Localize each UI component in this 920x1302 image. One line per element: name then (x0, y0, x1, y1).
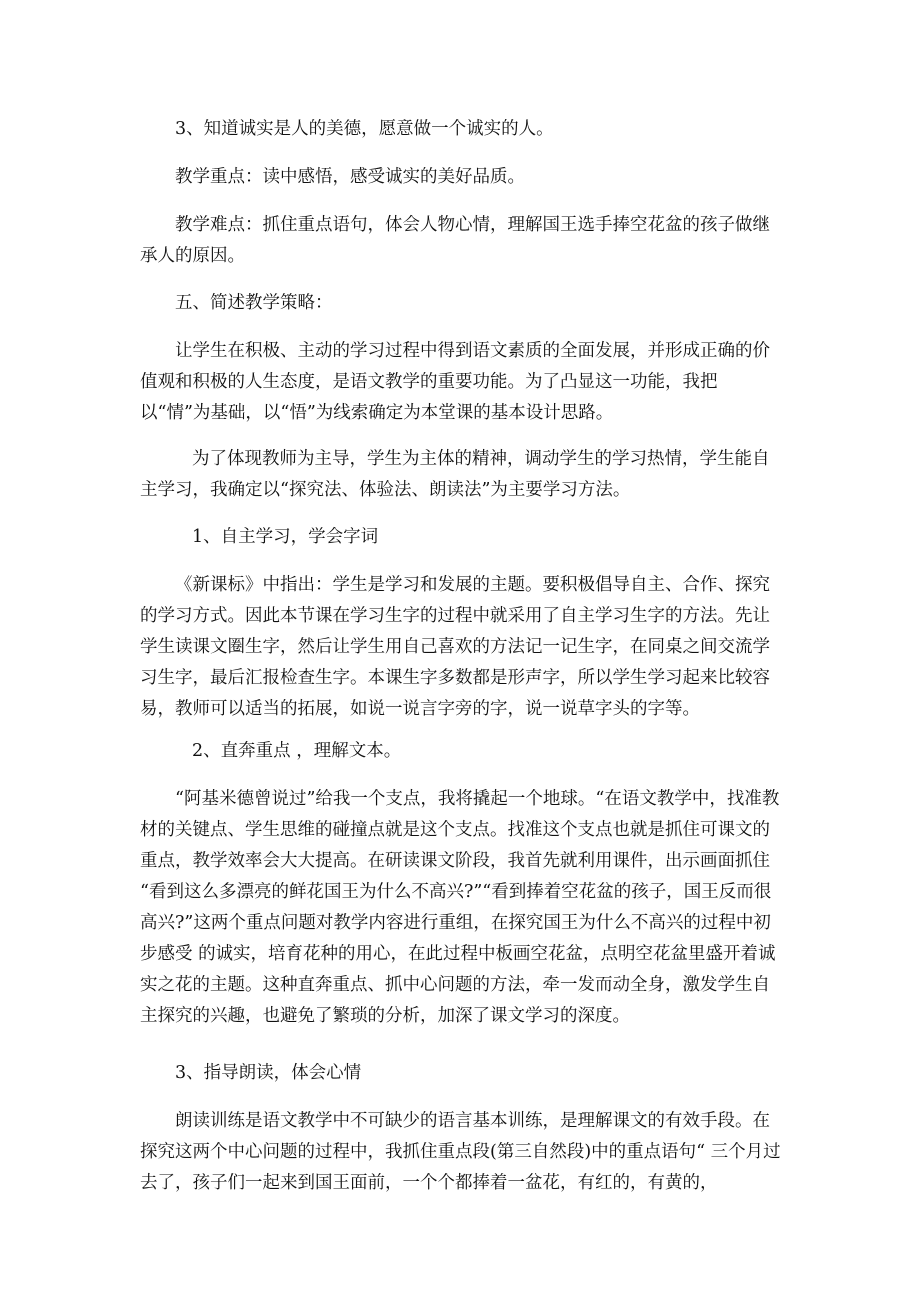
teaching-difficulty: 教学难点：抓住重点语句，体会人物心情，理解国王选手捧空花盆的孩子做继承人的原因。 (140, 215, 770, 266)
step-2-heading: 2、直奔重点 ，理解文本。 (192, 741, 402, 761)
objective-3: 3、知道诚实是人的美德，愿意做一个诚实的人。 (175, 119, 554, 139)
step-2-paragraph: “阿基米德曾说过”给我一个支点，我将撬起一个地球。“在语文教学中，找准教材的关键点、学生思维的碰撞点就是这个支点。找准这个支点也就是抓住可课文的重点，教学效率会大大提高。在研读课文阶段，我首先就利用课件，出示画面抓住 “看到这么多漂亮的鲜花国王为什么不高兴?”“看到捧着空花盆的孩子，国王反而很高兴?”这两个重点问题对教学内容进行重组，在探究国王为什么不高兴的过程中初步感受 的诚实，培育花种的用心，在此过程中板画空花盆，点明空花盆里盛开着诚实之花的主题。这种直奔重点、抓中心问题的方法，牵一发而动全身，激发学生自主探究的兴趣，也避免了繁琐的分析，加深了课文学习的深度。 (140, 789, 780, 1026)
step-3-heading: 3、指导朗读，体会心情 (175, 1063, 362, 1083)
step-3-paragraph: 朗读训练是语文教学中不可缺少的语言基本训练，是理解课文的有效手段。在探究这两个中心问题的过程中，我抓住重点段(第三自然段)中的重点语句“ 三个月过去了，孩子们一起来到国王面前，一个个都捧着一盆花，有红的，有黄的， (140, 1111, 781, 1193)
teaching-focus: 教学重点：读中感悟，感受诚实的美好品质。 (175, 167, 525, 187)
strategy-paragraph-1: 让学生在积极、主动的学习过程中得到语文素质的全面发展，并形成正确的价值观和积极的人生态度，是语文教学的重要功能。为了凸显这一功能，我把以“情”为基础，以“悟”为线索确定为本堂课的基本设计思路。 (140, 341, 770, 423)
step-1-heading: 1、自主学习，学会字词 (192, 527, 379, 547)
section-heading-strategy: 五、简述教学策略： (175, 293, 333, 313)
strategy-paragraph-2: 为了体现教师为主导，学生为主体的精神，调动学生的学习热情，学生能自主学习，我确定以“探究法、体验法、朗读法”为主要学习方法。 (140, 449, 770, 500)
step-1-paragraph: 《新课标》中指出：学生是学习和发展的主题。要积极倡导自主、合作、探究的学习方式。因此本节课在学习生字的过程中就采用了自主学习生字的方法。先让学生读课文圈生字，然后让学生用自己喜欢的方法记一记生字，在同桌之间交流学习生字，最后汇报检查生字。本课生字多数都是形声字，所以学生学习起来比较容易，教师可以适当的拓展，如说一说言字旁的字，说一说草字头的字等。 (140, 575, 770, 719)
